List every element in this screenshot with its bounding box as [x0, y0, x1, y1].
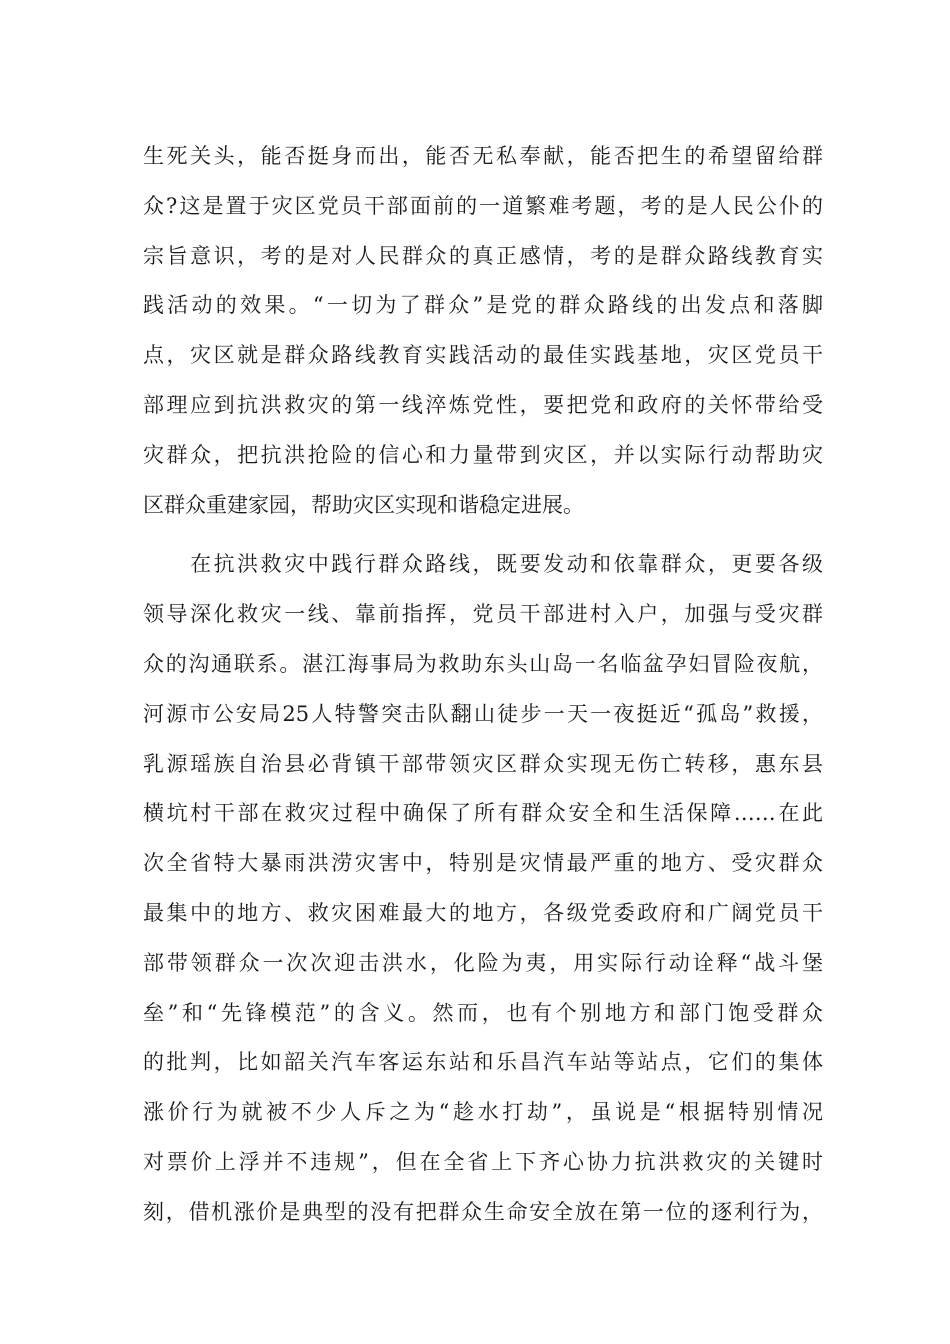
text-line: 部带领群众一次次迎击洪水，化险为夷，用实际行动诠释“战斗堡 — [143, 950, 823, 975]
text-line: 众的沟通联系。湛江海事局为救助东头山岛一名临盆孕妇冒险夜航， — [143, 651, 823, 676]
text-line: 践活动的效果。“一切为了群众”是党的群众路线的出发点和落脚 — [143, 293, 823, 318]
text-line: 部理应到抗洪救灾的第一线淬炼党性，要把党和政府的关怀带给受 — [143, 392, 823, 417]
text-line: 涨价行为就被不少人斥之为“趁水打劫”，虽说是“根据特别情况 — [143, 1100, 823, 1125]
text-line: 点，灾区就是群众路线教育实践活动的最佳实践基地，灾区党员干 — [143, 343, 823, 368]
text-line: 的批判，比如韶关汽车客运东站和乐昌汽车站等站点，它们的集体 — [143, 1050, 823, 1075]
text-line: 在抗洪救灾中践行群众路线，既要发动和依靠群众，更要各级 — [143, 552, 823, 577]
text-line: 众?这是置于灾区党员干部面前的一道繁难考题，考的是人民公仆的 — [143, 193, 823, 218]
text-line: 领导深化救灾一线、靠前指挥，党员干部进村入户，加强与受灾群 — [143, 602, 823, 627]
paragraph-spacer — [143, 530, 823, 540]
text-line: 灾群众，把抗洪抢险的信心和力量带到灾区，并以实际行动帮助灾 — [143, 442, 823, 467]
text-line: 横坑村干部在救灾过程中确保了所有群众安全和生活保障……在此 — [143, 801, 823, 826]
text-line: 宗旨意识，考的是对人民群众的真正感情，考的是群众路线教育实 — [143, 243, 823, 268]
text-line: 区群众重建家园，帮助灾区实现和谐稳定进展。 — [143, 492, 584, 517]
text-line: 刻，借机涨价是典型的没有把群众生命安全放在第一位的逐利行为， — [143, 1199, 823, 1224]
text-line: 生死关头，能否挺身而出，能否无私奉献，能否把生的希望留给群 — [143, 144, 823, 168]
text-line: 对票价上浮并不违规”，但在全省上下齐心协力抗洪救灾的关键时 — [143, 1149, 823, 1174]
paragraph-2 — [143, 540, 823, 1237]
text-line: 河源市公安局25人特警突击队翻山徒步一天一夜挺近“孤岛”救援， — [143, 701, 823, 726]
text-line: 乳源瑶族自治县必背镇干部带领灾区群众实现无伤亡转移，惠东县 — [143, 751, 823, 776]
text-line: 次全省特大暴雨洪涝灾害中，特别是灾情最严重的地方、受灾群众 — [143, 851, 823, 876]
paragraph-1 — [143, 132, 823, 530]
text-line: 最集中的地方、救灾困难最大的地方，各级党委政府和广阔党员干 — [143, 900, 823, 925]
text-line: 垒”和“先锋模范”的含义。然而，也有个别地方和部门饱受群众 — [143, 1000, 823, 1025]
document-body — [143, 132, 823, 1238]
